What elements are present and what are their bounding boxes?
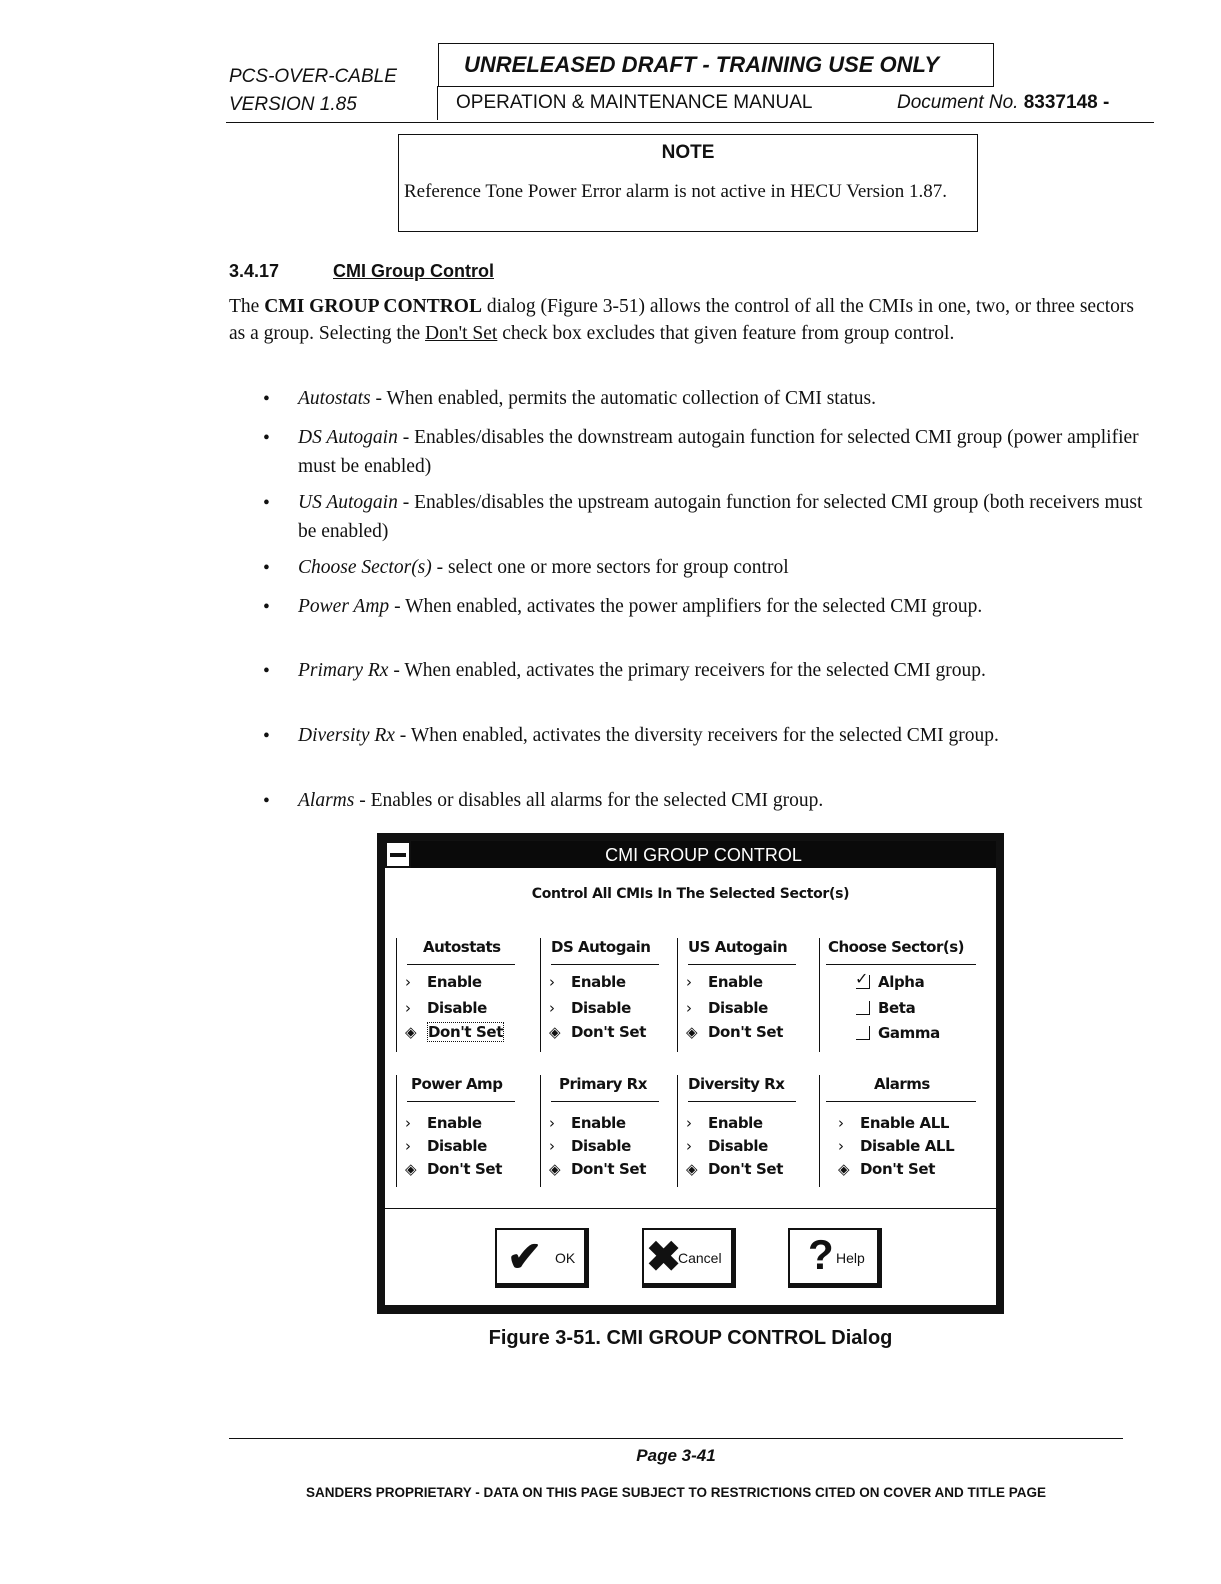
radio-dont-set[interactable] [686,1160,783,1178]
header-version: VERSION 1.85 [229,94,357,115]
bullet-desc: - When enabled, activates the primary receivers for the selected CMI group. [388,660,986,681]
intro-paragraph [229,293,1141,347]
radio-icon: › [405,1137,411,1155]
header-divider [437,86,438,120]
doc-label: Document No. [897,92,1019,113]
bullet-desc: - Enables or disables all alarms for the selected CMI group. [354,790,824,811]
option-label: Don't Set [571,1023,646,1041]
bullet-alarms [298,786,1146,815]
x-icon: ✖ [646,1233,682,1280]
bullet-desc: - select one or more sectors for group control [431,557,789,578]
radio-selected-icon: ◈ [549,1023,561,1041]
option-label: Enable [708,973,763,991]
bullet-term: Diversity Rx [298,725,395,746]
ok-button[interactable] [495,1228,589,1288]
system-menu-icon[interactable] [385,841,411,868]
help-label: Help [836,1250,865,1266]
bullet-desc: - Enables/disables the downstream autogain function for selected CMI group (power amplifier must be enabled) [298,427,1139,477]
note-text: Reference Tone Power Error alarm is not active in HECU Version 1.87. [404,181,948,202]
intro-dont-set: Don't Set [425,323,498,344]
group-rule [407,964,515,965]
radio-enable-all[interactable] [838,1114,949,1132]
bullet-desc: - When enabled, activates the power amplifiers for the selected CMI group. [389,596,983,617]
group-autostats [396,938,527,1052]
cancel-label: Cancel [678,1250,722,1266]
radio-selected-icon: ◈ [686,1160,698,1178]
radio-dont-set[interactable] [405,1023,504,1041]
bullet-dot: • [263,597,270,618]
proprietary-notice: SANDERS PROPRIETARY - DATA ON THIS PAGE SUBJECT TO RESTRICTIONS CITED ON COVER AND TITLE PAGE [305,1485,1047,1500]
group-title: US Autogain [688,938,788,956]
radio-dont-set[interactable] [838,1160,935,1178]
radio-enable[interactable] [405,1114,482,1132]
option-label: Disable [708,1137,768,1155]
option-label: Disable ALL [860,1137,955,1155]
option-label: Disable [427,1137,487,1155]
radio-enable[interactable] [686,1114,763,1132]
radio-icon: › [686,999,692,1017]
bullet-dot: • [263,791,270,812]
checkbox-alpha[interactable] [856,973,924,991]
option-label: Disable [571,999,631,1017]
bullet-term: Primary Rx [298,660,389,681]
header-product: PCS-OVER-CABLE [229,66,397,87]
intro-dialog-name: CMI GROUP CONTROL [264,296,482,317]
dialog-subtitle: Control All CMIs In The Selected Sector(s) [531,886,850,902]
radio-icon: › [549,1137,555,1155]
option-label: Don't Set [428,1023,503,1041]
option-label: Don't Set [708,1160,783,1178]
bullet-term: Power Amp [298,596,390,617]
group-rule [551,964,659,965]
bullet-term: DS Autogain [298,427,398,448]
checkbox-beta[interactable] [856,999,915,1017]
group-diversity-rx [677,1075,808,1187]
option-label: Don't Set [427,1160,502,1178]
radio-selected-icon: ◈ [838,1160,850,1178]
group-power-amp [396,1075,527,1187]
radio-dont-set[interactable] [549,1023,646,1041]
section-title: CMI Group Control [333,261,494,281]
checkbox-icon [856,1026,870,1040]
radio-icon: › [549,999,555,1017]
option-label: Enable [427,1114,482,1132]
radio-dont-set[interactable] [405,1160,502,1178]
option-label: Disable [708,999,768,1017]
section-number: 3.4.17 [229,261,280,281]
group-title: Alarms [874,1075,930,1093]
bullet-dot: • [263,389,270,410]
document-number [897,92,1109,114]
radio-disable[interactable] [549,1137,631,1155]
radio-icon: › [549,973,555,991]
radio-icon: › [838,1114,844,1132]
bullet-primary-rx [298,656,1146,685]
note-title: NOTE [661,142,715,163]
radio-icon: › [405,999,411,1017]
draft-banner: UNRELEASED DRAFT - TRAINING USE ONLY [464,52,940,77]
group-title: Power Amp [411,1075,503,1093]
option-label: Disable [571,1137,631,1155]
radio-icon: › [686,1137,692,1155]
option-label: Enable [571,1114,626,1132]
radio-icon: › [838,1137,844,1155]
intro-post: check box excludes that given feature from group control. [497,323,955,344]
radio-disable[interactable] [549,999,631,1017]
bullet-us-autogain [298,488,1146,546]
group-rule [826,964,976,965]
bullet-desc: - When enabled, permits the automatic collection of CMI status. [370,388,877,409]
radio-disable[interactable] [405,999,487,1017]
cancel-button[interactable] [642,1228,736,1288]
option-label: Don't Set [708,1023,783,1041]
footer-rule [229,1438,1123,1439]
bullet-dot: • [263,661,270,682]
dialog-separator [385,1208,996,1209]
group-title: Autostats [423,938,501,956]
group-title: DS Autogain [551,938,651,956]
radio-icon: › [405,1114,411,1132]
group-ds-autogain [540,938,669,1052]
radio-selected-icon: ◈ [405,1160,417,1178]
bullet-dot: • [263,428,270,449]
radio-icon: › [549,1114,555,1132]
radio-dont-set[interactable] [686,1023,783,1041]
bullet-dot: • [263,726,270,747]
group-title: Diversity Rx [688,1075,785,1093]
bullet-dot: • [263,493,270,514]
option-label: Enable [708,1114,763,1132]
radio-enable[interactable] [405,973,482,991]
bullet-term: Autostats [298,388,371,409]
group-primary-rx [540,1075,669,1187]
radio-disable-all[interactable] [838,1137,954,1155]
option-label: Disable [427,999,487,1017]
doc-number: 8337148 - [1023,92,1110,113]
radio-enable[interactable] [686,973,763,991]
page-number: Page 3-41 [636,1446,716,1465]
group-title: Primary Rx [559,1075,647,1093]
option-label: Don't Set [860,1160,935,1178]
group-rule [551,1101,659,1102]
group-us-autogain [677,938,808,1052]
checkbox-icon [856,1001,870,1015]
checkmark-icon: ✔ [507,1233,543,1280]
dialog-title: CMI GROUP CONTROL [605,845,802,865]
radio-selected-icon: ◈ [405,1023,417,1041]
intro-pre: The [229,296,265,317]
group-rule [688,1101,796,1102]
checkbox-checked-icon [856,975,870,989]
bullet-power-amp [298,592,1146,621]
radio-icon: › [686,1114,692,1132]
bullet-desc: - When enabled, activates the diversity receivers for the selected CMI group. [394,725,999,746]
group-rule [688,964,796,965]
radio-enable[interactable] [549,973,626,991]
manual-title: OPERATION & MAINTENANCE MANUAL [456,92,813,113]
question-icon: ? [808,1231,834,1278]
bullet-choose-sectors [298,553,1146,582]
bullet-term: Choose Sector(s) [298,557,432,578]
group-rule [407,1101,515,1102]
bullet-autostats [298,384,1146,413]
radio-disable[interactable] [405,1137,487,1155]
radio-icon: › [686,973,692,991]
bullet-diversity-rx [298,721,1146,750]
help-button[interactable] [788,1228,882,1288]
checkbox-gamma[interactable] [856,1024,940,1042]
option-label: Don't Set [571,1160,646,1178]
ok-label: OK [555,1250,576,1266]
bullet-term: US Autogain [298,492,398,513]
figure-caption: Figure 3-51. CMI GROUP CONTROL Dialog [488,1327,893,1349]
option-label: Enable [571,973,626,991]
checkbox-label: Beta [878,999,916,1017]
radio-selected-icon: ◈ [549,1160,561,1178]
group-title: Choose Sector(s) [828,938,965,956]
bullet-term: Alarms [298,790,355,811]
radio-enable[interactable] [549,1114,626,1132]
checkbox-label: Gamma [878,1024,940,1042]
group-rule [826,1101,976,1102]
radio-selected-icon: ◈ [686,1023,698,1041]
option-label: Enable ALL [860,1114,950,1132]
radio-disable[interactable] [686,999,768,1017]
bullet-desc: - Enables/disables the upstream autogain function for selected CMI group (both receivers must be enabled) [298,492,1143,542]
bullet-dot: • [263,558,270,579]
radio-dont-set[interactable] [549,1160,646,1178]
group-choose-sectors [819,938,982,1052]
group-alarms [819,1075,982,1187]
option-label: Enable [427,973,482,991]
header-rule [226,122,1154,123]
checkbox-label: Alpha [878,973,925,991]
bullet-ds-autogain [298,423,1146,481]
radio-disable[interactable] [686,1137,768,1155]
intro-mid: dialog (Figure 3-51) allows the control of all the CMIs in one, two, or three sectors as a group. Selecting the [229,296,1134,344]
radio-icon: › [405,973,411,991]
